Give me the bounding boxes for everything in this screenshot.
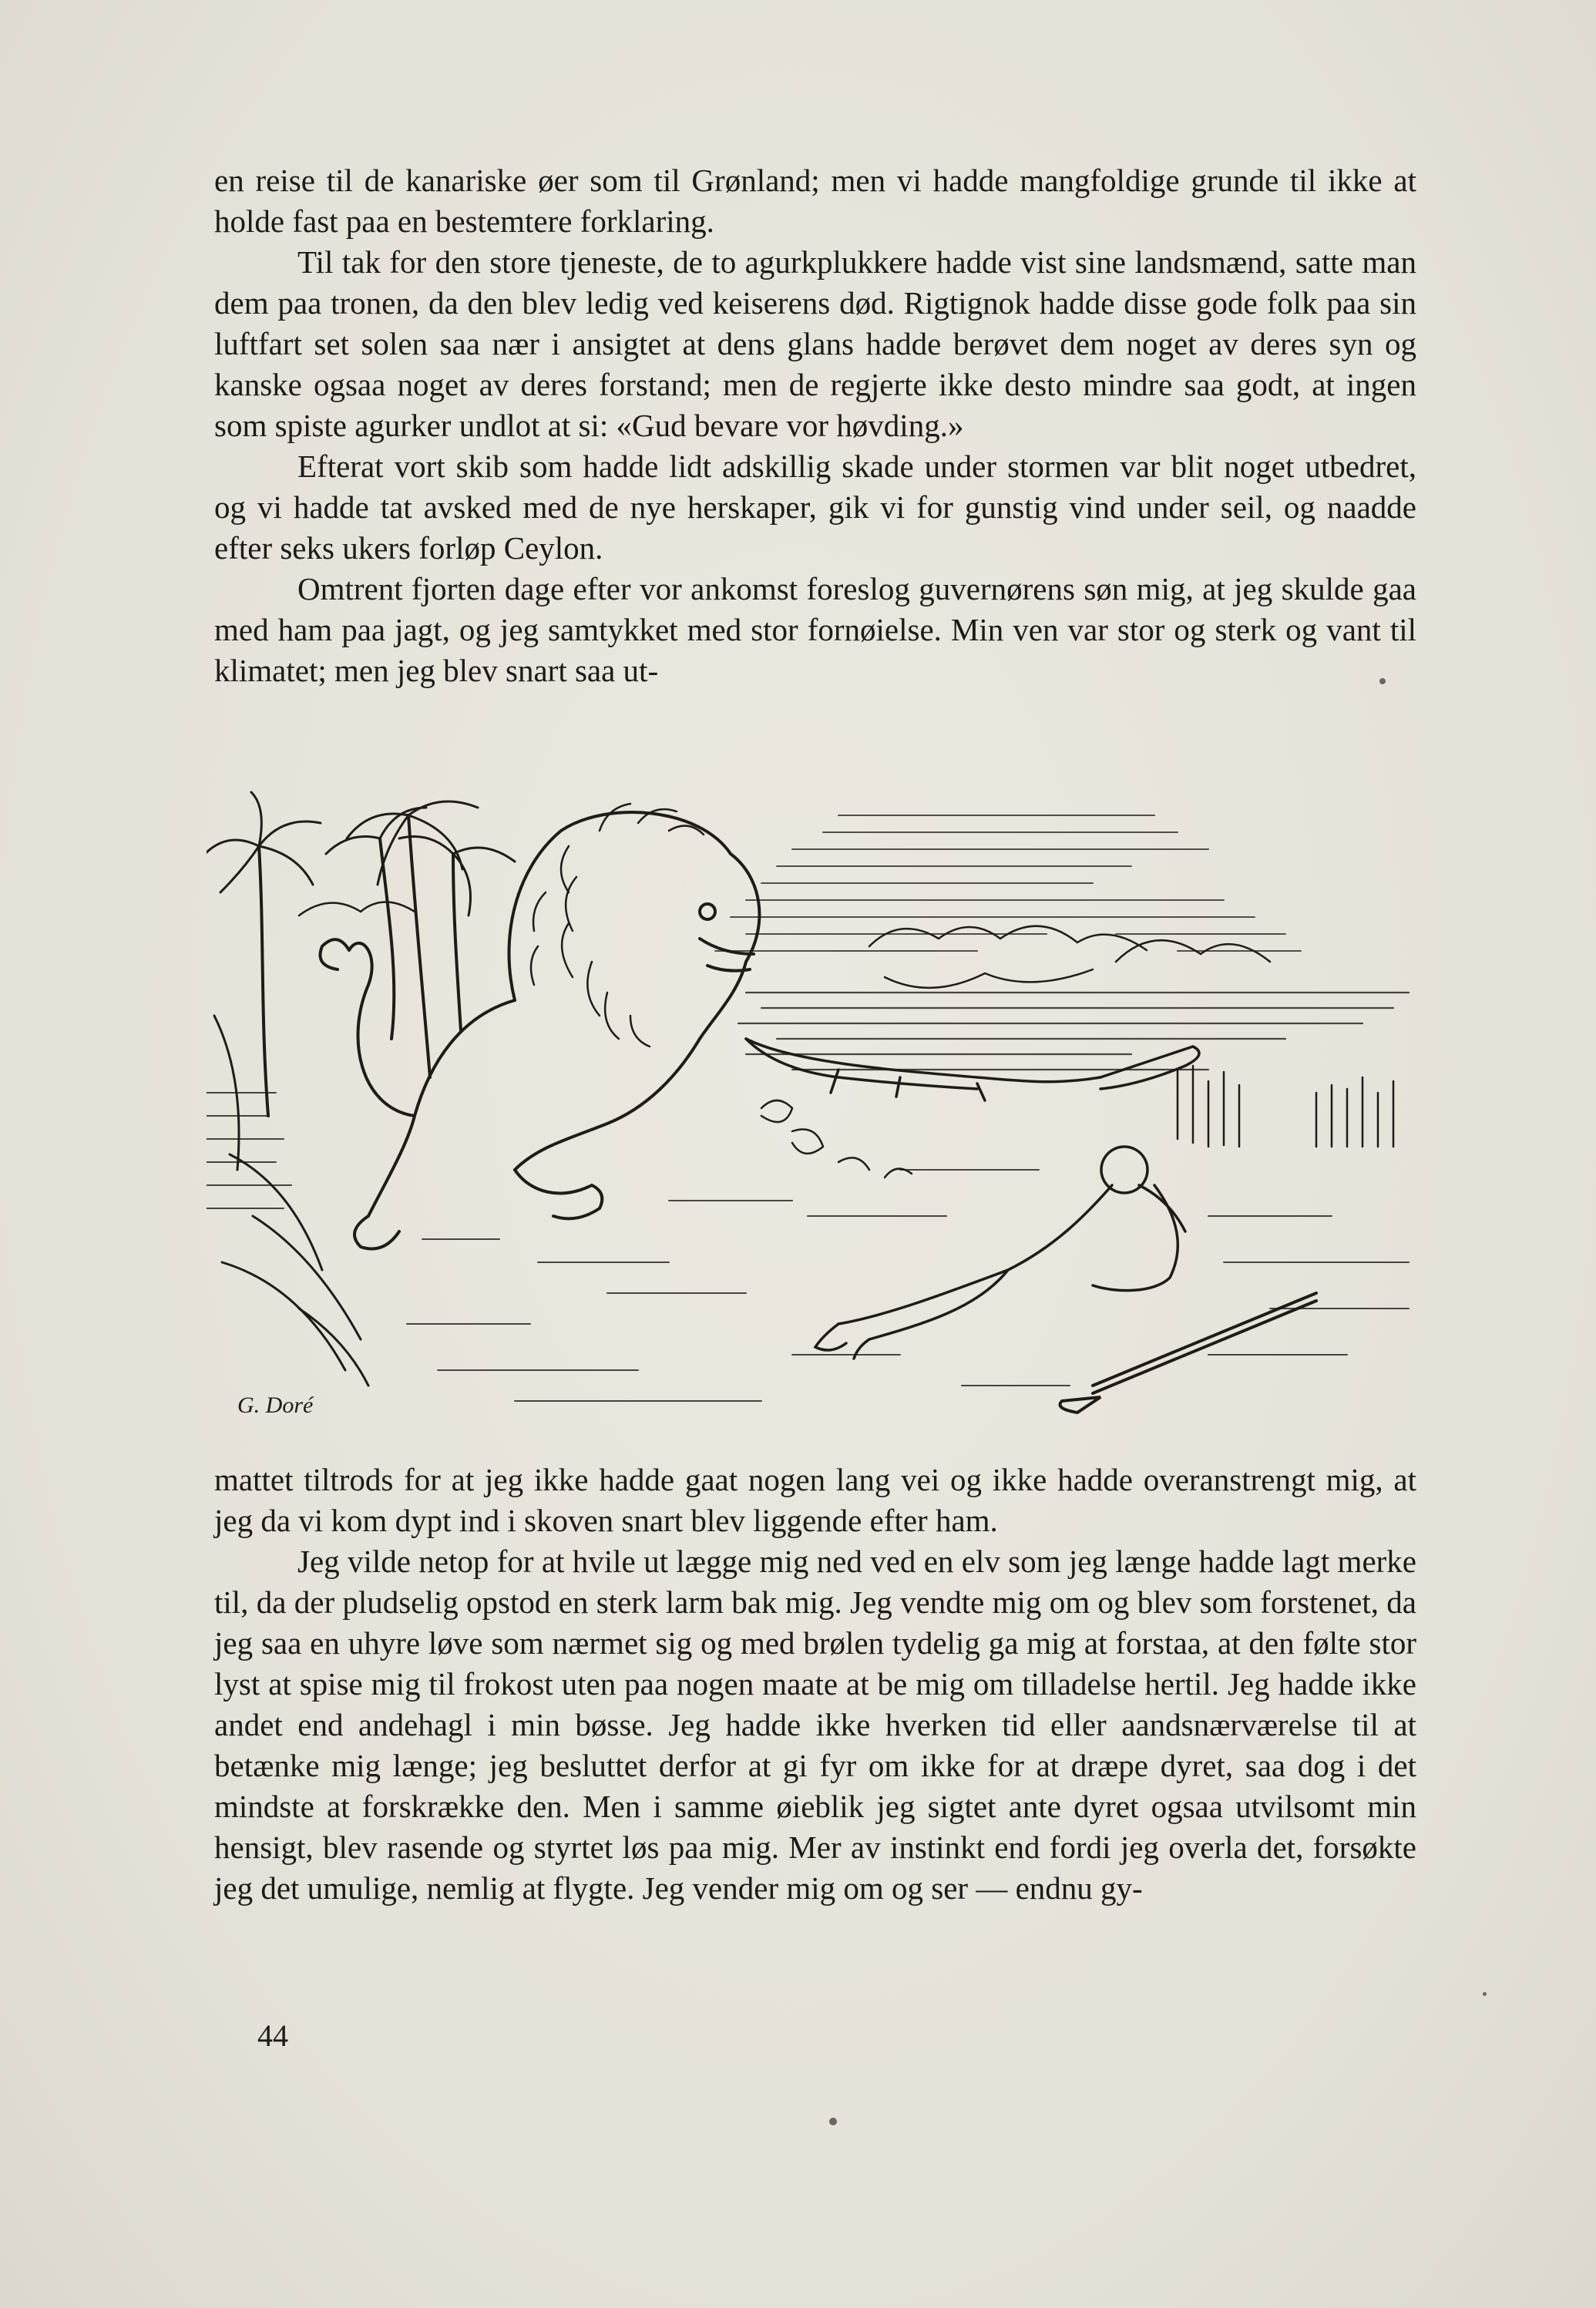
artist-signature: G. Doré bbox=[237, 1393, 314, 1418]
text-block-top bbox=[214, 160, 1416, 691]
paragraph: Efterat vort skib som hadde lidt adskillig skade under stormen var blit noget utbedret, og vi hadde tat avsked med de nye herskaper, gik vi for gunstig vind under seil, og naadde efter seks ukers forløp Ceylon. bbox=[214, 448, 1416, 566]
paragraph: Jeg vilde netop for at hvile ut lægge mig ned ved en elv som jeg længe hadde lagt merke til, da der pludselig opstod en sterk larm bak mig. Jeg vendte mig om og blev som forstenet, da jeg saa en uhyre løve som nærmet sig og med brølen tydelig ga mig at forstaa, at den følte stor lyst at spise mig til frokost uten paa nogen maate at be mig om tilladelse hertil. Jeg hadde ikke andet end andehagl i min bøsse. Jeg hadde ikke hverken tid eller aandsnærværelse til at betænke mig længe; jeg besluttet derfor at gi fyr om ikke for at dræpe dyret, saa dog i det mindste at forskrække den. Men i samme øieblik jeg sigtet ante dyret ogsaa utvilsomt min hensigt, blev rasende og styrtet løs paa mig. Mer av instinkt end fordi jeg overla det, forsøkte jeg det umulige, nemlig at flygte. Jeg vender mig om og ser — endnu gy- bbox=[214, 1544, 1416, 1906]
paragraph: mattet tiltrods for at jeg ikke hadde gaat nogen lang vei og ikke hadde overanstrengt mig, at jeg da vi kom dypt ind i skoven snart blev liggende efter ham. bbox=[214, 1462, 1416, 1538]
paragraph: Til tak for den store tjeneste, de to agurkplukkere hadde vist sine landsmænd, satte man dem paa tronen, da den blev ledig ved keiserens død. Rigtignok hadde disse gode folk paa sin luftfart set solen saa nær i ansigtet at dens glans hadde berøvet dem noget av deres syn og kanske ogsaa noget av deres forstand; men de regjerte ikke desto mindre saa godt, at ingen som spiste agurker undlot at si: «Gud bevare vor høvding.» bbox=[214, 244, 1416, 443]
paragraph: Omtrent fjorten dage efter vor ankomst foreslog guvernørens søn mig, at jeg skulde gaa med ham paa jagt, og jeg samtykket med stor fornøielse. Min ven var stor og sterk og vant til klimatet; men jeg blev snart saa ut- bbox=[214, 571, 1416, 688]
lion-engraving-illustration bbox=[207, 784, 1424, 1424]
paragraph: en reise til de kanariske øer som til Grønland; men vi hadde mangfoldige grunde til ikke at holde fast paa en bestemtere forklaring. bbox=[214, 163, 1416, 239]
text-block-bottom bbox=[214, 1460, 1416, 1909]
page-number: 44 bbox=[257, 2018, 288, 2053]
